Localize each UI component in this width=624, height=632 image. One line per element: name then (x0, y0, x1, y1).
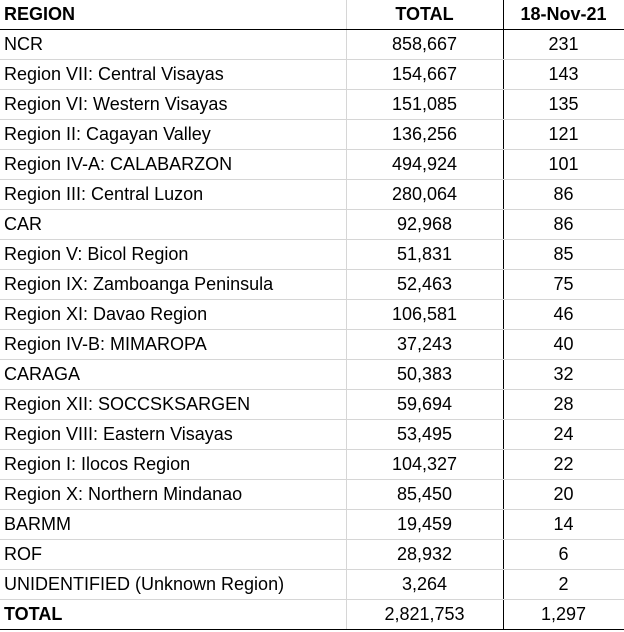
total-cell[interactable]: 154,667 (346, 60, 503, 90)
region-cell[interactable]: NCR (0, 30, 346, 60)
region-cell[interactable]: Region IV-B: MIMAROPA (0, 330, 346, 360)
date-cell[interactable]: 28 (503, 390, 624, 420)
region-cell[interactable]: CAR (0, 210, 346, 240)
date-cell[interactable]: 2 (503, 570, 624, 600)
total-cell[interactable]: 37,243 (346, 330, 503, 360)
total-cell[interactable]: 51,831 (346, 240, 503, 270)
date-cell[interactable]: 86 (503, 180, 624, 210)
total-cell[interactable]: 50,383 (346, 360, 503, 390)
table-row (0, 90, 624, 120)
region-cell[interactable]: Region VII: Central Visayas (0, 60, 346, 90)
table-row (0, 60, 624, 90)
table-row (0, 450, 624, 480)
table-row (0, 240, 624, 270)
date-cell[interactable]: 14 (503, 510, 624, 540)
table-row (0, 300, 624, 330)
table-row (0, 420, 624, 450)
table-row (0, 180, 624, 210)
region-cell[interactable]: Region V: Bicol Region (0, 240, 346, 270)
total-cell[interactable]: 28,932 (346, 540, 503, 570)
date-cell[interactable]: 40 (503, 330, 624, 360)
region-cell[interactable]: Region II: Cagayan Valley (0, 120, 346, 150)
total-cell[interactable]: 19,459 (346, 510, 503, 540)
total-cell[interactable]: 280,064 (346, 180, 503, 210)
total-cell[interactable]: 92,968 (346, 210, 503, 240)
date-cell[interactable]: 46 (503, 300, 624, 330)
total-cell[interactable]: 494,924 (346, 150, 503, 180)
date-cell[interactable]: 86 (503, 210, 624, 240)
table-body (0, 30, 624, 600)
region-cell[interactable]: Region VI: Western Visayas (0, 90, 346, 120)
total-row-label[interactable]: TOTAL (0, 600, 346, 630)
total-cell[interactable]: 85,450 (346, 480, 503, 510)
total-cell[interactable]: 53,495 (346, 420, 503, 450)
date-cell[interactable]: 6 (503, 540, 624, 570)
table-row (0, 270, 624, 300)
table-row (0, 570, 624, 600)
table-row (0, 150, 624, 180)
header-total[interactable]: TOTAL (346, 0, 503, 30)
region-cell[interactable]: Region I: Ilocos Region (0, 450, 346, 480)
table-row (0, 480, 624, 510)
table-row (0, 120, 624, 150)
header-date[interactable]: 18-Nov-21 (503, 0, 624, 30)
region-cell[interactable]: Region III: Central Luzon (0, 180, 346, 210)
region-cell[interactable]: ROF (0, 540, 346, 570)
table-header (0, 0, 624, 30)
table-row (0, 30, 624, 60)
date-cell[interactable]: 143 (503, 60, 624, 90)
total-cell[interactable]: 59,694 (346, 390, 503, 420)
table-row (0, 390, 624, 420)
header-region[interactable]: REGION (0, 0, 346, 30)
table-row (0, 360, 624, 390)
total-row-total[interactable]: 2,821,753 (346, 600, 503, 630)
header-row (0, 0, 624, 30)
region-cell[interactable]: UNIDENTIFIED (Unknown Region) (0, 570, 346, 600)
date-cell[interactable]: 101 (503, 150, 624, 180)
total-cell[interactable]: 151,085 (346, 90, 503, 120)
table-row (0, 540, 624, 570)
region-cell[interactable]: Region VIII: Eastern Visayas (0, 420, 346, 450)
total-cell[interactable]: 858,667 (346, 30, 503, 60)
table-row (0, 330, 624, 360)
total-cell[interactable]: 52,463 (346, 270, 503, 300)
table-footer (0, 600, 624, 630)
table-row (0, 510, 624, 540)
date-cell[interactable]: 32 (503, 360, 624, 390)
region-cell[interactable]: BARMM (0, 510, 346, 540)
region-cell[interactable]: Region X: Northern Mindanao (0, 480, 346, 510)
date-cell[interactable]: 20 (503, 480, 624, 510)
total-row-date[interactable]: 1,297 (503, 600, 624, 630)
date-cell[interactable]: 135 (503, 90, 624, 120)
total-cell[interactable]: 106,581 (346, 300, 503, 330)
total-cell[interactable]: 104,327 (346, 450, 503, 480)
region-cell[interactable]: Region IX: Zamboanga Peninsula (0, 270, 346, 300)
total-row (0, 600, 624, 630)
region-cell[interactable]: Region XII: SOCCSKSARGEN (0, 390, 346, 420)
date-cell[interactable]: 231 (503, 30, 624, 60)
date-cell[interactable]: 121 (503, 120, 624, 150)
region-cell[interactable]: Region IV-A: CALABARZON (0, 150, 346, 180)
total-cell[interactable]: 3,264 (346, 570, 503, 600)
region-cell[interactable]: CARAGA (0, 360, 346, 390)
date-cell[interactable]: 75 (503, 270, 624, 300)
table-row (0, 210, 624, 240)
region-cell[interactable]: Region XI: Davao Region (0, 300, 346, 330)
date-cell[interactable]: 22 (503, 450, 624, 480)
date-cell[interactable]: 85 (503, 240, 624, 270)
total-cell[interactable]: 136,256 (346, 120, 503, 150)
date-cell[interactable]: 24 (503, 420, 624, 450)
